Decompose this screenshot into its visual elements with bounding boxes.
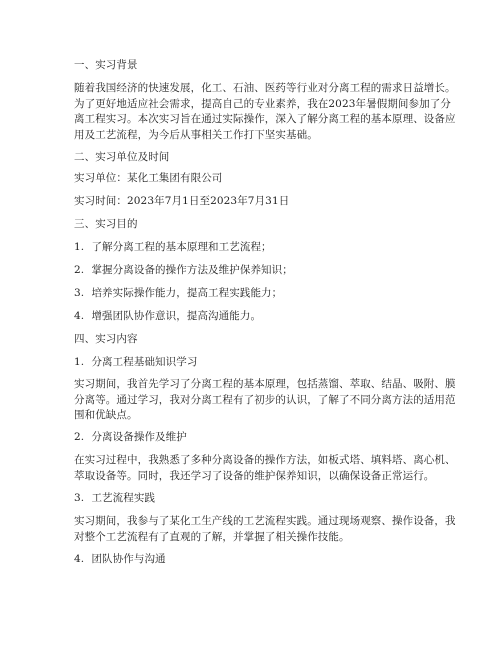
content-subheading-1 [74, 355, 434, 371]
content-subheading-2 [74, 430, 434, 446]
subheading-text: 工艺流程实践 [91, 492, 156, 504]
purpose-item-2 [74, 263, 434, 279]
section-heading-content [74, 332, 434, 348]
heading-text: 二、实习单位及时间 [74, 151, 170, 163]
heading-text: 一、实习背景 [74, 59, 138, 71]
item-number: 3. [74, 492, 85, 504]
content-paragraph-3 [74, 514, 456, 545]
paragraph-line: 离工程实习。本次实习旨在通过实际操作，深入了解分离工程的基本原理、设备应 [74, 113, 456, 125]
purpose-item-4 [74, 309, 434, 325]
item-text: 了解分离工程的基本原理和工艺流程； [91, 241, 272, 253]
paragraph-line: 实习期间，我首先学习了分离工程的基本原理，包括蒸馏、萃取、结晶、吸附、膜 [74, 378, 456, 390]
item-number: 4. [74, 553, 85, 565]
subheading-text: 分离工程基础知识学习 [91, 356, 198, 368]
content-subheading-4 [74, 552, 434, 568]
paragraph-line: 萃取设备等。同时，我还学习了设备的维护保养知识，以确保设备正常运行。 [74, 469, 435, 482]
item-number: 3. [74, 287, 85, 299]
subheading-text: 团队协作与沟通 [91, 553, 166, 565]
section-heading-purpose [74, 217, 434, 233]
time-line [74, 194, 434, 210]
item-text: 掌握分离设备的操作方法及维护保养知识； [91, 264, 293, 276]
item-number: 2. [74, 431, 85, 443]
item-number: 1. [74, 356, 85, 368]
section-heading-unit-time [74, 150, 434, 166]
item-text: 增强团队协作意识，提高沟通能力。 [91, 310, 262, 322]
paragraph-line: 在实习过程中，我熟悉了多种分离设备的操作方法，如板式塔、填料塔、离心机、 [74, 454, 456, 466]
purpose-item-1 [74, 240, 434, 256]
item-number: 4. [74, 310, 85, 322]
item-number: 2. [74, 264, 85, 276]
paragraph-line: 用及工艺流程，为今后从事相关工作打下坚实基础。 [74, 128, 318, 141]
purpose-item-3 [74, 286, 434, 302]
section-heading-background [74, 58, 434, 74]
content-paragraph-2 [74, 453, 456, 484]
unit-line [74, 171, 434, 187]
paragraph-line: 为了更好地适应社会需求，提高自己的专业素养，我在2023年暑假期间参加了分 [74, 97, 451, 110]
time-text: 实习时间：2023年7月1日至2023年7月31日 [74, 195, 290, 207]
heading-text: 四、实习内容 [74, 333, 138, 345]
item-text: 培养实际操作能力，提高工程实践能力； [91, 287, 283, 299]
content-paragraph-1 [74, 377, 456, 424]
paragraph-line: 分离等。通过学习，我对分离工程有了初步的认识，了解了不同分离方法的适用范 [74, 393, 456, 406]
subheading-text: 分离设备操作及维护 [91, 431, 187, 443]
paragraph-line: 随着我国经济的快速发展，化工、石油、医药等行业对分离工程的需求日益增长。 [74, 82, 456, 94]
paragraph-line: 对整个工艺流程有了直观的了解，并掌握了相关操作技能。 [74, 530, 350, 543]
paragraph-line: 围和优缺点。 [74, 409, 138, 421]
paragraph-line: 实习期间，我参与了某化工生产线的工艺流程实践。通过现场观察、操作设备，我 [74, 515, 456, 527]
heading-text: 三、实习目的 [74, 218, 138, 230]
paragraph-background [74, 81, 456, 143]
item-number: 1. [74, 241, 85, 253]
content-subheading-3 [74, 491, 434, 507]
unit-text: 实习单位：某化工集团有限公司 [74, 172, 223, 184]
